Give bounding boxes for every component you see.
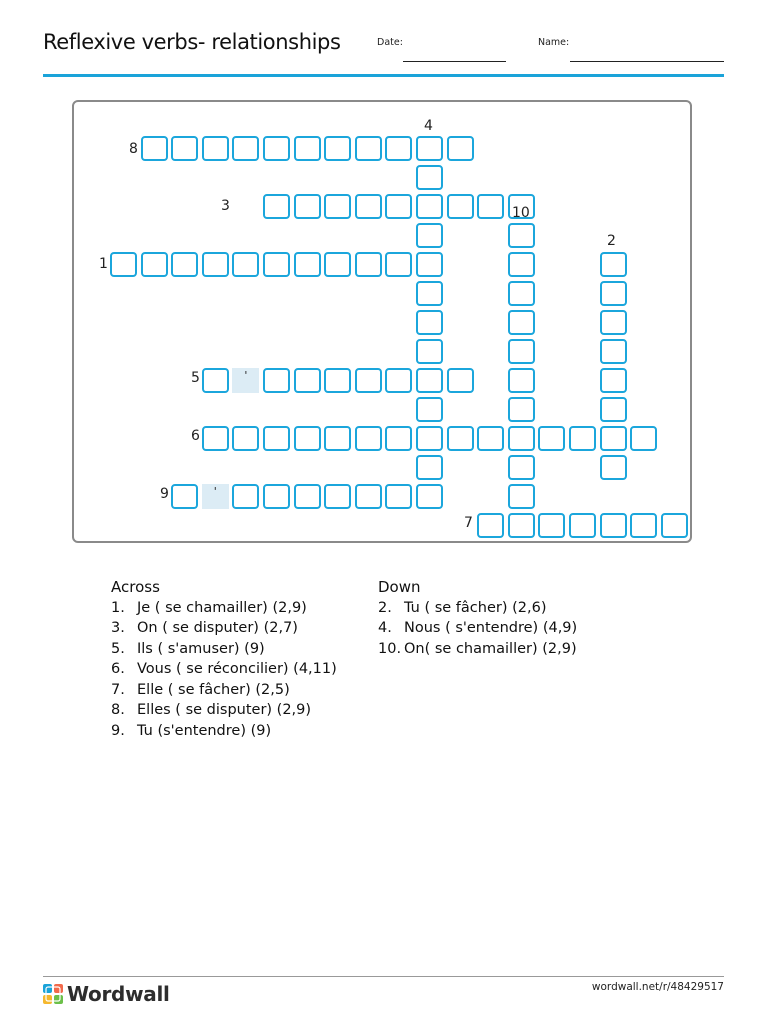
clue-number: 10 (512, 205, 530, 221)
crossword-cell[interactable] (600, 368, 627, 393)
clue-number: 2 (607, 233, 616, 249)
crossword-cell[interactable] (232, 252, 259, 277)
crossword-cell[interactable] (508, 484, 535, 509)
crossword-cell[interactable] (569, 426, 596, 451)
crossword-cell[interactable] (477, 426, 504, 451)
crossword-cell[interactable] (661, 513, 688, 538)
clue-item-text: Je ( se chamailler) (2,9) (137, 599, 307, 616)
crossword-cell[interactable] (324, 194, 351, 219)
clue-item-text: Ils ( s'amuser) (9) (137, 640, 265, 657)
crossword-cell[interactable] (294, 252, 321, 277)
clue-item-text: On( se chamailler) (2,9) (404, 640, 577, 657)
crossword-cell[interactable] (600, 397, 627, 422)
given-letter-cell: ' (232, 368, 259, 393)
crossword-cell[interactable] (600, 339, 627, 364)
crossword-cell[interactable] (263, 426, 290, 451)
crossword-cell[interactable] (447, 194, 474, 219)
crossword-cell[interactable] (416, 281, 443, 306)
crossword-cell[interactable] (263, 368, 290, 393)
header-divider (43, 74, 724, 77)
clue-item-number: 2. (378, 599, 392, 616)
wordwall-logo-icon (43, 984, 63, 1004)
crossword-cell[interactable] (600, 426, 627, 451)
clue-number: 4 (424, 118, 433, 134)
crossword-cell[interactable] (232, 136, 259, 161)
crossword-cell[interactable] (263, 136, 290, 161)
crossword-cell[interactable] (569, 513, 596, 538)
crossword-cell[interactable] (263, 194, 290, 219)
crossword-cell[interactable] (171, 252, 198, 277)
crossword-cell[interactable] (477, 513, 504, 538)
clue-item-text: Elles ( se disputer) (2,9) (137, 702, 312, 718)
page-title: Reflexive verbs- relationships (43, 30, 341, 54)
crossword-cell[interactable] (447, 136, 474, 161)
crossword-cell[interactable] (416, 252, 443, 277)
crossword-cell[interactable] (630, 426, 657, 451)
name-field[interactable] (570, 61, 724, 62)
clue-item-number: 1. (111, 599, 125, 616)
crossword-cell[interactable] (202, 426, 229, 451)
crossword-cell[interactable] (355, 252, 382, 277)
crossword-cell[interactable] (263, 484, 290, 509)
crossword-cell[interactable] (324, 252, 351, 277)
clue-item-text: Vous ( se réconcilier) (4,11) (137, 661, 337, 677)
footer-url[interactable]: wordwall.net/r/48429517 (591, 981, 724, 993)
clue-item (111, 680, 337, 701)
clue-item-text: Tu ( se fâcher) (2,6) (404, 599, 547, 616)
clue-number: 1 (99, 256, 108, 272)
crossword-cell[interactable] (202, 368, 229, 393)
clue-item-number: 9. (111, 722, 125, 739)
crossword-cell[interactable] (600, 455, 627, 480)
crossword-cell[interactable] (508, 513, 535, 538)
crossword-cell[interactable] (355, 484, 382, 509)
crossword-cell[interactable] (416, 368, 443, 393)
crossword-cell[interactable] (232, 426, 259, 451)
crossword-cell[interactable] (171, 136, 198, 161)
given-letter-cell: ' (202, 484, 229, 509)
crossword-cell[interactable] (630, 513, 657, 538)
across-clues (111, 577, 337, 741)
crossword-cell[interactable] (447, 368, 474, 393)
crossword-cell[interactable] (385, 252, 412, 277)
crossword-cell[interactable] (171, 484, 198, 509)
crossword-cell[interactable] (416, 339, 443, 364)
crossword-cell[interactable] (355, 136, 382, 161)
crossword-cell[interactable] (294, 136, 321, 161)
clue-number: 5 (191, 370, 200, 386)
clue-item-number: 10. (378, 640, 402, 657)
clue-item (111, 659, 337, 680)
clue-item-text: Nous ( s'entendre) (4,9) (404, 620, 578, 636)
clue-item-text: Tu (s'entendre) (9) (137, 722, 272, 739)
crossword-cell[interactable] (416, 397, 443, 422)
footer-divider (43, 976, 724, 977)
crossword-cell[interactable] (416, 136, 443, 161)
clue-item-number: 6. (111, 661, 125, 677)
crossword-cell[interactable] (447, 426, 474, 451)
crossword-cell[interactable] (600, 252, 627, 277)
crossword-cell[interactable] (141, 252, 168, 277)
crossword-cell[interactable] (385, 368, 412, 393)
crossword-cell[interactable] (416, 426, 443, 451)
clue-item (378, 639, 577, 660)
crossword-cell[interactable] (416, 484, 443, 509)
clue-item-number: 4. (378, 620, 392, 636)
clue-item (378, 598, 577, 619)
clue-item (111, 639, 337, 660)
wordwall-logo (43, 982, 170, 1006)
crossword-cell[interactable] (355, 194, 382, 219)
crossword-cell[interactable] (600, 513, 627, 538)
crossword-cell[interactable] (600, 281, 627, 306)
clue-item-number: 7. (111, 681, 125, 698)
crossword-cell[interactable] (416, 455, 443, 480)
clue-item-number: 3. (111, 620, 125, 636)
crossword-cell[interactable] (508, 368, 535, 393)
crossword-cell[interactable] (385, 426, 412, 451)
crossword-cell[interactable] (508, 426, 535, 451)
crossword-cell[interactable] (294, 426, 321, 451)
crossword-cell[interactable] (508, 281, 535, 306)
crossword-cell[interactable] (385, 194, 412, 219)
crossword-cell[interactable] (477, 194, 504, 219)
crossword-cell[interactable] (416, 165, 443, 190)
clue-item (111, 700, 337, 721)
crossword-cell[interactable] (600, 310, 627, 335)
across-heading: Across (111, 578, 160, 596)
crossword-cell[interactable] (538, 513, 565, 538)
crossword-cell[interactable] (324, 426, 351, 451)
crossword-cell[interactable] (202, 136, 229, 161)
clue-item-number: 8. (111, 702, 125, 718)
crossword-cell[interactable] (416, 310, 443, 335)
date-label: Date: (377, 37, 403, 48)
clue-item (111, 598, 337, 619)
clue-item (111, 618, 337, 639)
crossword-cell[interactable] (355, 368, 382, 393)
clue-number: 3 (221, 198, 230, 214)
crossword-cell[interactable] (263, 252, 290, 277)
crossword-cell[interactable] (416, 223, 443, 248)
crossword-cell[interactable] (508, 339, 535, 364)
clue-number: 6 (191, 428, 200, 444)
crossword-cell[interactable] (232, 484, 259, 509)
crossword-cell[interactable] (110, 252, 137, 277)
clue-item-text: Elle ( se fâcher) (2,5) (137, 681, 290, 698)
crossword-cell[interactable] (324, 368, 351, 393)
down-heading: Down (378, 578, 421, 596)
crossword-cell[interactable] (508, 223, 535, 248)
crossword-cell[interactable] (294, 368, 321, 393)
crossword-cell[interactable] (508, 455, 535, 480)
clue-item-number: 5. (111, 640, 125, 657)
name-label: Name: (538, 37, 570, 48)
crossword-cell[interactable] (508, 252, 535, 277)
clue-item (111, 721, 337, 742)
date-field[interactable] (403, 61, 506, 62)
crossword-cell[interactable] (294, 484, 321, 509)
clue-item-text: On ( se disputer) (2,7) (137, 620, 298, 636)
clue-item (378, 618, 577, 639)
crossword-cell[interactable] (416, 194, 443, 219)
down-clues (378, 577, 577, 659)
crossword-cell[interactable] (385, 484, 412, 509)
crossword-cell[interactable] (141, 136, 168, 161)
crossword-cell[interactable] (355, 426, 382, 451)
clue-number: 7 (464, 515, 473, 531)
crossword-cell[interactable] (385, 136, 412, 161)
crossword-cell[interactable] (324, 484, 351, 509)
crossword-cell[interactable] (508, 397, 535, 422)
crossword-cell[interactable] (508, 310, 535, 335)
crossword-cell[interactable] (324, 136, 351, 161)
clue-number: 8 (129, 141, 138, 157)
crossword-cell[interactable] (202, 252, 229, 277)
clue-number: 9 (160, 486, 169, 502)
brand-name: Wordwall (67, 982, 170, 1006)
crossword-cell[interactable] (294, 194, 321, 219)
crossword-cell[interactable] (538, 426, 565, 451)
